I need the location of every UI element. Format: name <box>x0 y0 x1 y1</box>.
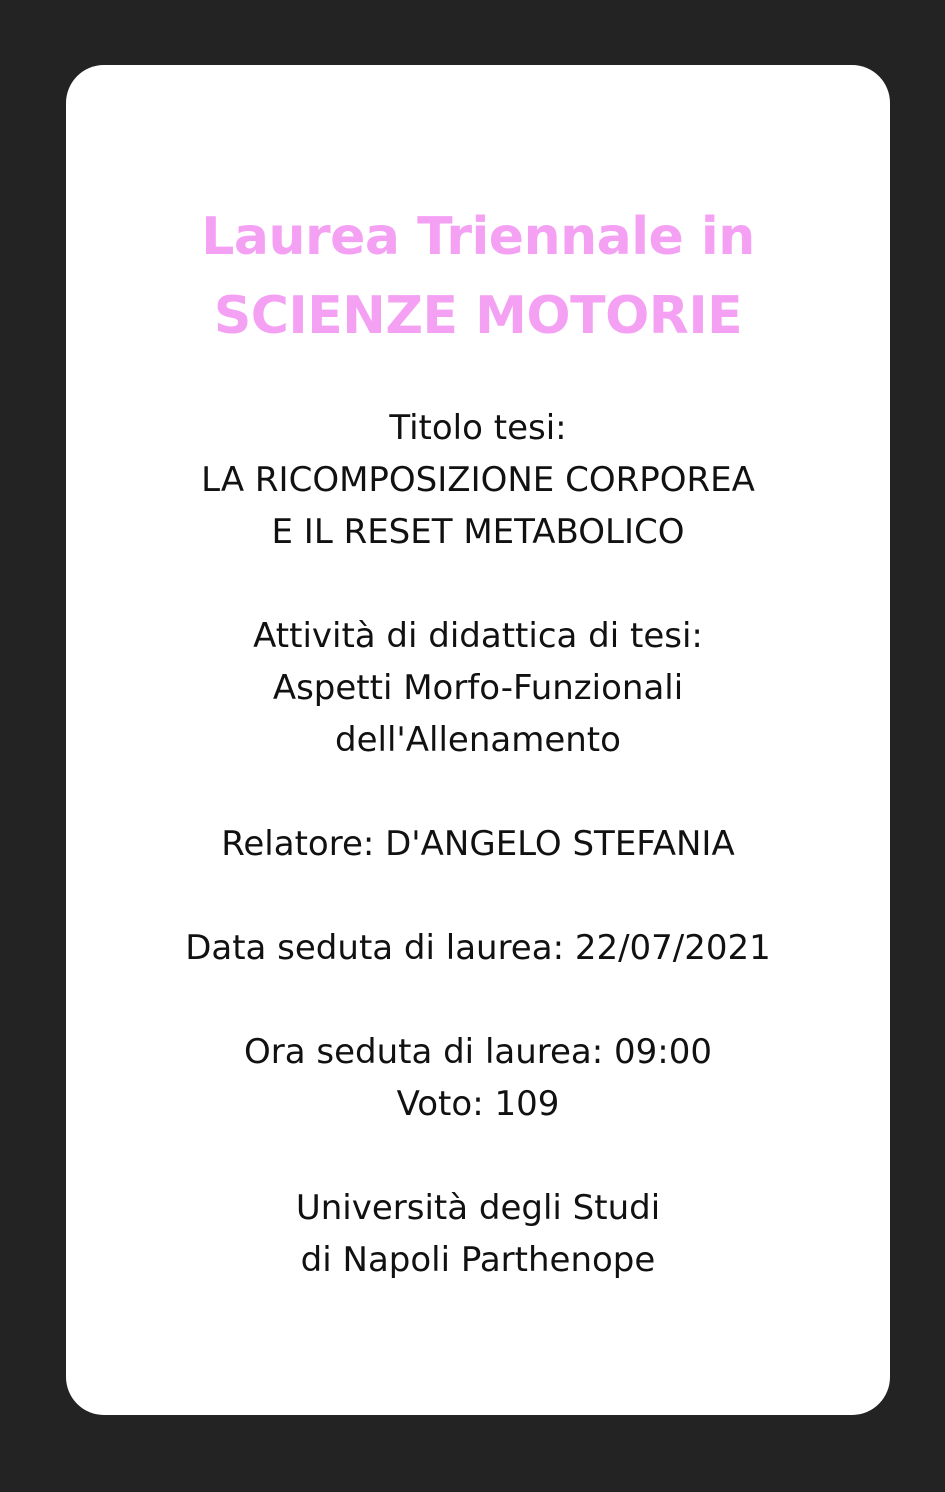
info-card <box>66 65 890 1415</box>
session-date: Data seduta di laurea: 22/07/2021 <box>185 928 771 968</box>
thesis-title-line2: E IL RESET METABOLICO <box>271 512 685 552</box>
thesis-label: Titolo tesi: <box>389 408 567 448</box>
session-time: Ora seduta di laurea: 09:00 <box>243 1032 712 1072</box>
didactics-line2: dell'Allenamento <box>335 720 621 760</box>
supervisor: Relatore: D'ANGELO STEFANIA <box>221 824 735 864</box>
university-line2: di Napoli Parthenope <box>300 1240 656 1280</box>
thesis-title-line1: LA RICOMPOSIZIONE CORPOREA <box>201 460 755 500</box>
didactics-label: Attività di didattica di tesi: <box>253 616 703 656</box>
degree-title-line1: Laurea Triennale in <box>201 207 755 267</box>
didactics-line1: Aspetti Morfo-Funzionali <box>272 668 684 708</box>
grade: Voto: 109 <box>396 1084 560 1124</box>
university-line1: Università degli Studi <box>295 1188 661 1228</box>
degree-title-line2: SCIENZE MOTORIE <box>213 286 743 346</box>
